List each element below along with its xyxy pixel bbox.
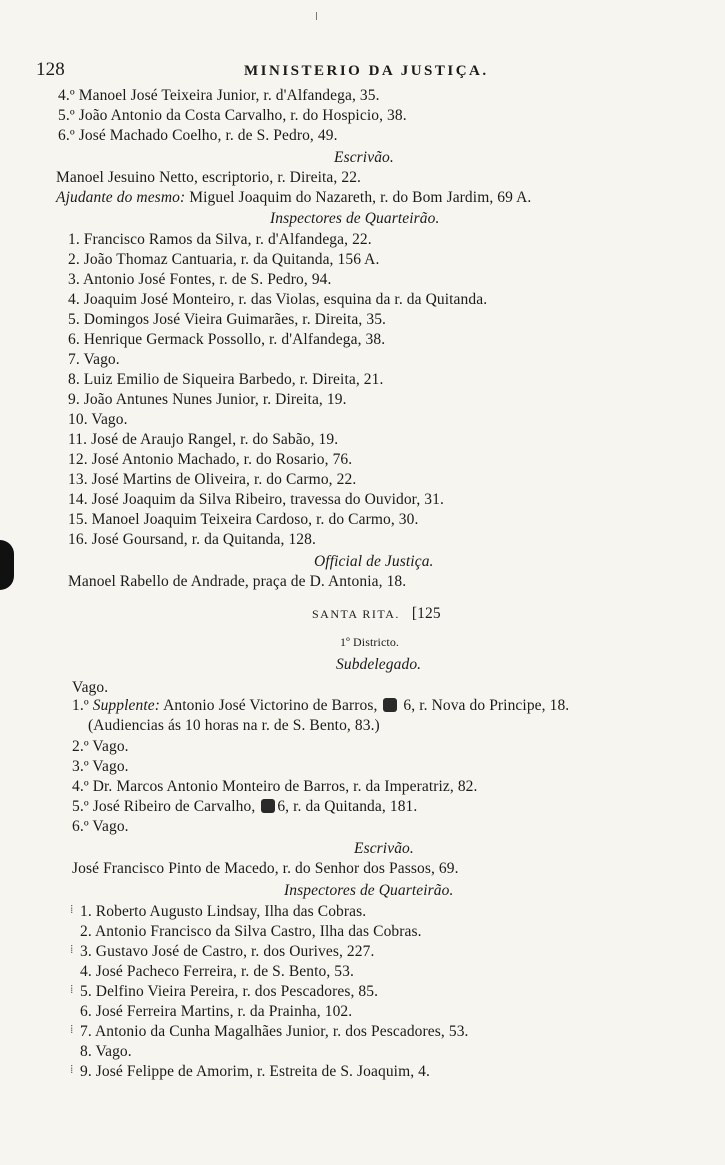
section-heading: Escrivão.: [334, 149, 394, 166]
supplente-address: 6, r. Nova do Principe, 18.: [399, 697, 570, 714]
ajudante-text: Miguel Joaquim do Nazareth, r. do Bom Jardim, 69 A.: [185, 189, 532, 206]
supplente-line: 3.º Vago.: [72, 758, 129, 775]
margin-mark: ⁞: [70, 1062, 74, 1076]
supplente-line: 6.º Vago.: [72, 818, 129, 835]
inspector-line: 3. Gustavo José de Castro, r. dos Ourives, 227.: [80, 943, 375, 960]
section-heading: Inspectores de Quarteirão.: [284, 882, 454, 899]
inspector-line: 8. Vago.: [80, 1043, 132, 1060]
supplente-address: 6, r. da Quitanda, 181.: [277, 798, 418, 815]
inspector-line: 5. Delfino Vieira Pereira, r. dos Pescadores, 85.: [80, 983, 379, 1000]
inspector-line: 5. Domingos José Vieira Guimarães, r. Direita, 35.: [68, 311, 387, 328]
audiencias-note: (Audiencias ás 10 horas na r. de S. Bento, 83.): [88, 717, 380, 734]
section-heading: Subdelegado.: [336, 656, 422, 673]
inspector-line: 14. José Joaquim da Silva Ribeiro, travessa do Ouvidor, 31.: [68, 491, 444, 508]
inspector-line: 1. Francisco Ramos da Silva, r. d'Alfandega, 22.: [68, 231, 372, 248]
subdelegado-line: Vago.: [72, 679, 109, 696]
inspector-line: 4. José Pacheco Ferreira, r. de S. Bento, 53.: [80, 963, 354, 980]
inspector-line: 12. José Antonio Machado, r. do Rosario, 76.: [68, 451, 353, 468]
order-seal-icon: [261, 799, 275, 813]
page-number: 128: [36, 59, 65, 80]
inspector-line: 8. Luiz Emilio de Siqueira Barbedo, r. Direita, 21.: [68, 371, 384, 388]
section-heading: Official de Justiça.: [314, 553, 434, 570]
supplente-name: Antonio José Victorino de Barros,: [160, 697, 382, 714]
supplente-number: 1.º: [72, 697, 93, 714]
supplente-line: 2.º Vago.: [72, 738, 129, 755]
ajudante-line: [56, 188, 531, 208]
supplente-line: [72, 696, 569, 716]
inspector-line: 6. Henrique Germack Possollo, r. d'Alfandega, 38.: [68, 331, 386, 348]
supplente-line: 6.º José Machado Coelho, r. de S. Pedro, 49.: [58, 127, 338, 144]
inspector-line: 11. José de Araujo Rangel, r. do Sabão, 19.: [68, 431, 339, 448]
inspector-line: 3. Antonio José Fontes, r. de S. Pedro, 94.: [68, 271, 332, 288]
inspector-line: 9. João Antunes Nunes Junior, r. Direita, 19.: [68, 391, 347, 408]
section-title: [312, 604, 441, 624]
ajudante-label: Ajudante do mesmo:: [56, 189, 186, 206]
margin-mark: ⁞: [70, 942, 74, 956]
ink-blot: [0, 540, 14, 590]
inspector-line: 10. Vago.: [68, 411, 128, 428]
supplente-line: 4.º Manoel José Teixeira Junior, r. d'Alfandega, 35.: [58, 87, 380, 104]
inspector-line: 6. José Ferreira Martins, r. da Prainha, 102.: [80, 1003, 353, 1020]
section-heading: Inspectores de Quarteirão.: [270, 210, 440, 227]
supplente-line: 4.º Dr. Marcos Antonio Monteiro de Barros, r. da Imperatriz, 82.: [72, 778, 478, 795]
supplente-name: 5.º José Ribeiro de Carvalho,: [72, 798, 260, 815]
margin-mark: ⁞: [70, 1022, 74, 1036]
inspector-line: 1. Roberto Augusto Lindsay, Ilha das Cobras.: [80, 903, 367, 920]
inspector-line: 15. Manoel Joaquim Teixeira Cardoso, r. do Carmo, 30.: [68, 511, 419, 528]
inspector-line: 16. José Goursand, r. da Quitanda, 128.: [68, 531, 316, 548]
escrivao-line: Manoel Jesuino Netto, escriptorio, r. Direita, 22.: [56, 169, 362, 186]
supplente-line: [72, 797, 417, 817]
scan-mark: [316, 12, 317, 20]
inspector-line: 13. José Martins de Oliveira, r. do Carmo, 22.: [68, 471, 357, 488]
order-seal-icon: [383, 698, 397, 712]
inspector-line: 7. Vago.: [68, 351, 120, 368]
margin-mark: ⁞: [70, 902, 74, 916]
page-reference: [125: [411, 605, 441, 622]
official-line: Manoel Rabello de Andrade, praça de D. Antonia, 18.: [68, 573, 407, 590]
inspector-line: 2. João Thomaz Cantuaria, r. da Quitanda, 156 A.: [68, 251, 380, 268]
supplente-label: Supplente:: [92, 697, 161, 714]
inspector-line: 2. Antonio Francisco da Silva Castro, Ilha das Cobras.: [80, 923, 422, 940]
district-label: 1º Districto.: [340, 635, 400, 649]
margin-mark: ⁞: [70, 982, 74, 996]
section-title-text: SANTA RITA.: [312, 607, 400, 621]
escrivao-line: José Francisco Pinto de Macedo, r. do Senhor dos Passos, 69.: [72, 860, 459, 877]
inspector-line: 4. Joaquim José Monteiro, r. das Violas, esquina da r. da Quitanda.: [68, 291, 488, 308]
page-title: MINISTERIO DA JUSTIÇA.: [244, 63, 489, 79]
section-heading: Escrivão.: [354, 840, 414, 857]
supplente-line: 5.º João Antonio da Costa Carvalho, r. do Hospicio, 38.: [58, 107, 407, 124]
inspector-line: 9. José Felippe de Amorim, r. Estreita de S. Joaquim, 4.: [80, 1063, 431, 1080]
inspector-line: 7. Antonio da Cunha Magalhães Junior, r. dos Pescadores, 53.: [80, 1023, 469, 1040]
